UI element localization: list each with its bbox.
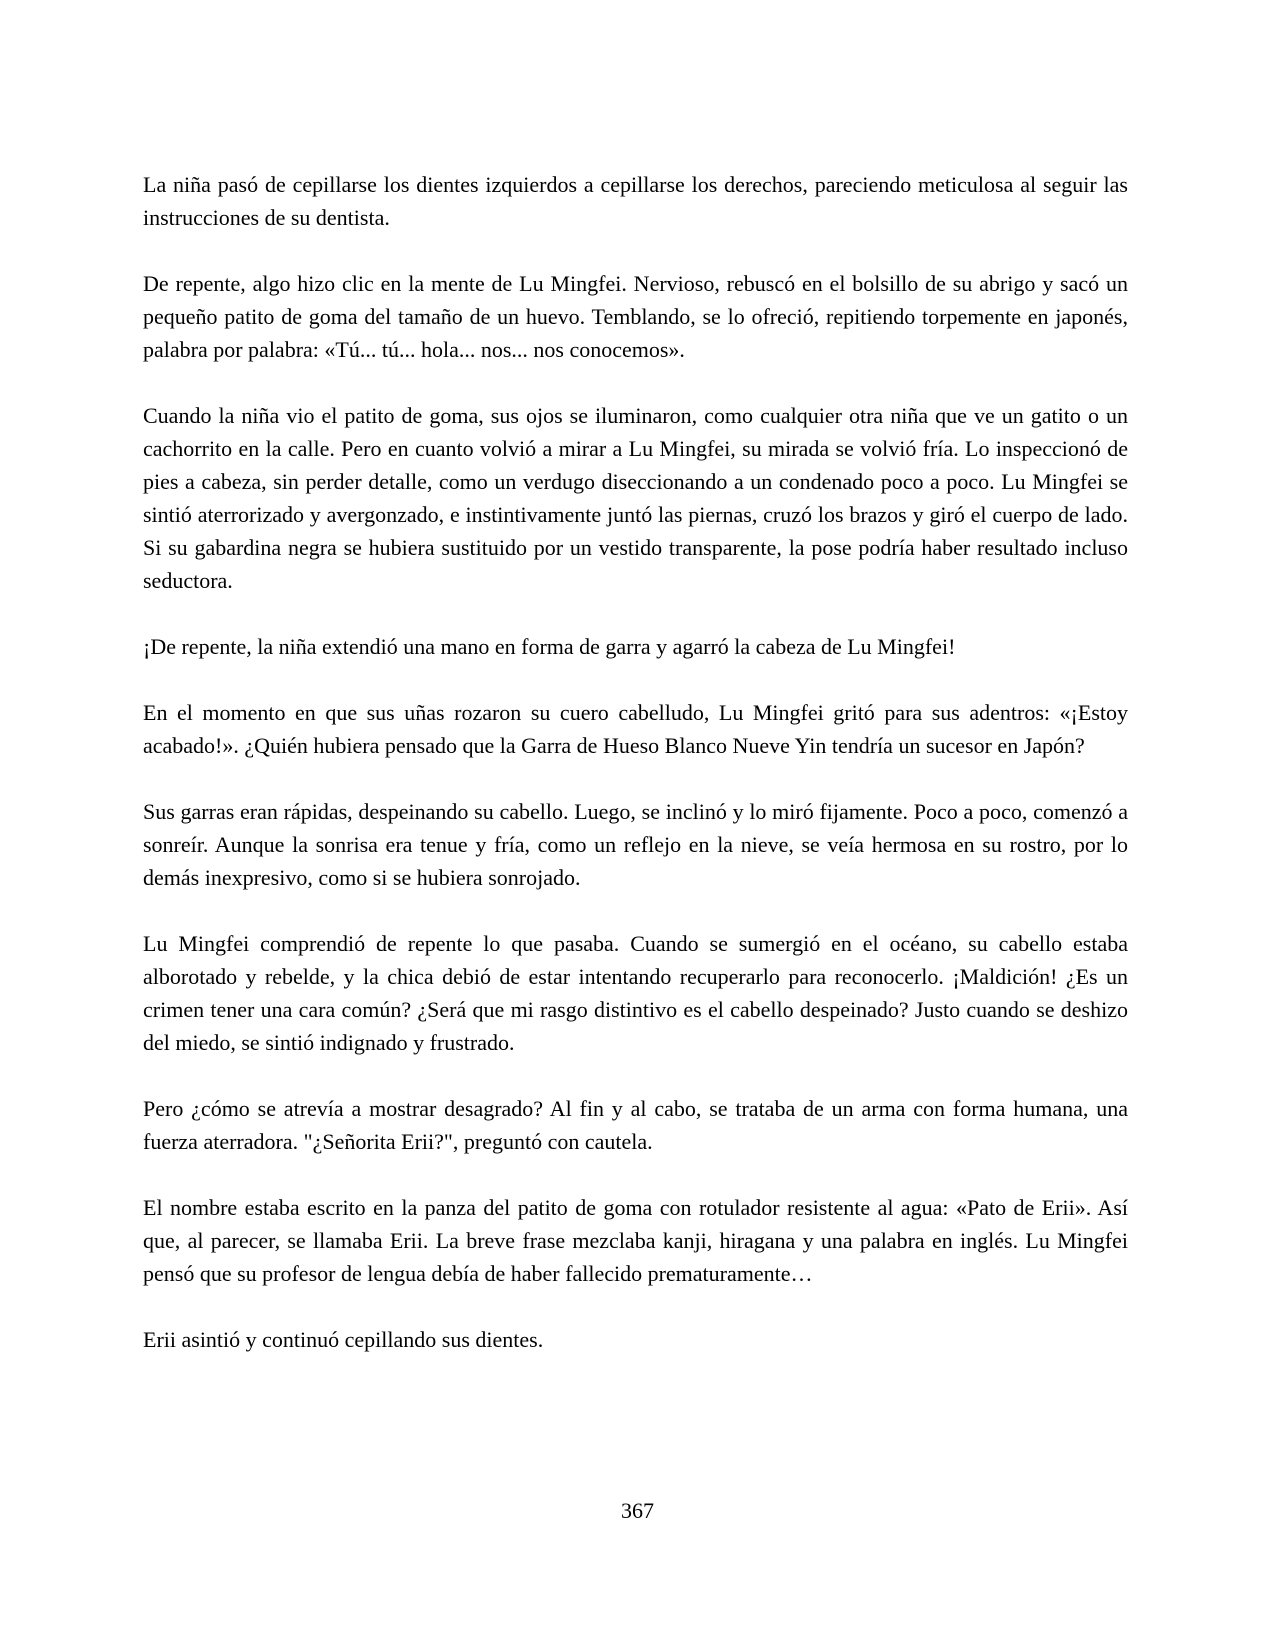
paragraph: Erii asintió y continuó cepillando sus dientes. (143, 1327, 544, 1352)
paragraph: De repente, algo hizo clic en la mente de Lu Mingfei. Nervioso, rebuscó en el bolsillo de su abrigo y sacó un pequeño patito de goma del tamaño de un huevo. Temblando, se lo ofreció, repitiendo torpemente en japonés, palabra por palabra: «Tú... tú... hola... nos... nos conocemos». (143, 271, 1128, 362)
paragraph: Sus garras eran rápidas, despeinando su cabello. Luego, se inclinó y lo miró fijamente. Poco a poco, comenzó a sonreír. Aunque la sonrisa era tenue y fría, como un reflejo en la nieve, se veía hermosa en su rostro, por lo demás inexpresivo, como si se hubiera sonrojado. (143, 799, 1128, 890)
paragraph: Lu Mingfei comprendió de repente lo que pasaba. Cuando se sumergió en el océano, su cabello estaba alborotado y rebelde, y la chica debió de estar intentando recuperarlo para reconocerlo. ¡Maldición! ¿Es un crimen tener una cara común? ¿Será que mi rasgo distintivo es el cabello despeinado? Justo cuando se deshizo del miedo, se sintió indignado y frustrado. (143, 931, 1128, 1055)
paragraph: El nombre estaba escrito en la panza del patito de goma con rotulador resistente al agua: «Pato de Erii». Así que, al parecer, se llamaba Erii. La breve frase mezclaba kanji, hiragana y una palabra en inglés. Lu Mingfei pensó que su profesor de lengua debía de haber fallecido prematuramente… (143, 1195, 1128, 1286)
page-number: 367 (621, 1498, 654, 1523)
paragraph: Cuando la niña vio el patito de goma, sus ojos se iluminaron, como cualquier otra niña que ve un gatito o un cachorrito en la calle. Pero en cuanto volvió a mirar a Lu Mingfei, su mirada se volvió fría. Lo inspeccionó de pies a cabeza, sin perder detalle, como un verdugo diseccionando a un condenado poco a poco. Lu Mingfei se sintió aterrorizado y avergonzado, e instintivamente juntó las piernas, cruzó los brazos y giró el cuerpo de lado. Si su gabardina negra se hubiera sustituido por un vestido transparente, la pose podría haber resultado incluso seductora. (143, 403, 1128, 593)
paragraph: Pero ¿cómo se atrevía a mostrar desagrado? Al fin y al cabo, se trataba de un arma con forma humana, una fuerza aterradora. "¿Señorita Erii?", preguntó con cautela. (143, 1096, 1128, 1154)
paragraph: En el momento en que sus uñas rozaron su cuero cabelludo, Lu Mingfei gritó para sus adentros: «¡Estoy acabado!». ¿Quién hubiera pensado que la Garra de Hueso Blanco Nueve Yin tendría un sucesor en Japón? (143, 700, 1128, 758)
page-text (143, 168, 1128, 1389)
paragraph: La niña pasó de cepillarse los dientes izquierdos a cepillarse los derechos, pareciendo meticulosa al seguir las instrucciones de su dentista. (143, 172, 1128, 230)
paragraph: ¡De repente, la niña extendió una mano en forma de garra y agarró la cabeza de Lu Mingfei! (143, 634, 956, 659)
